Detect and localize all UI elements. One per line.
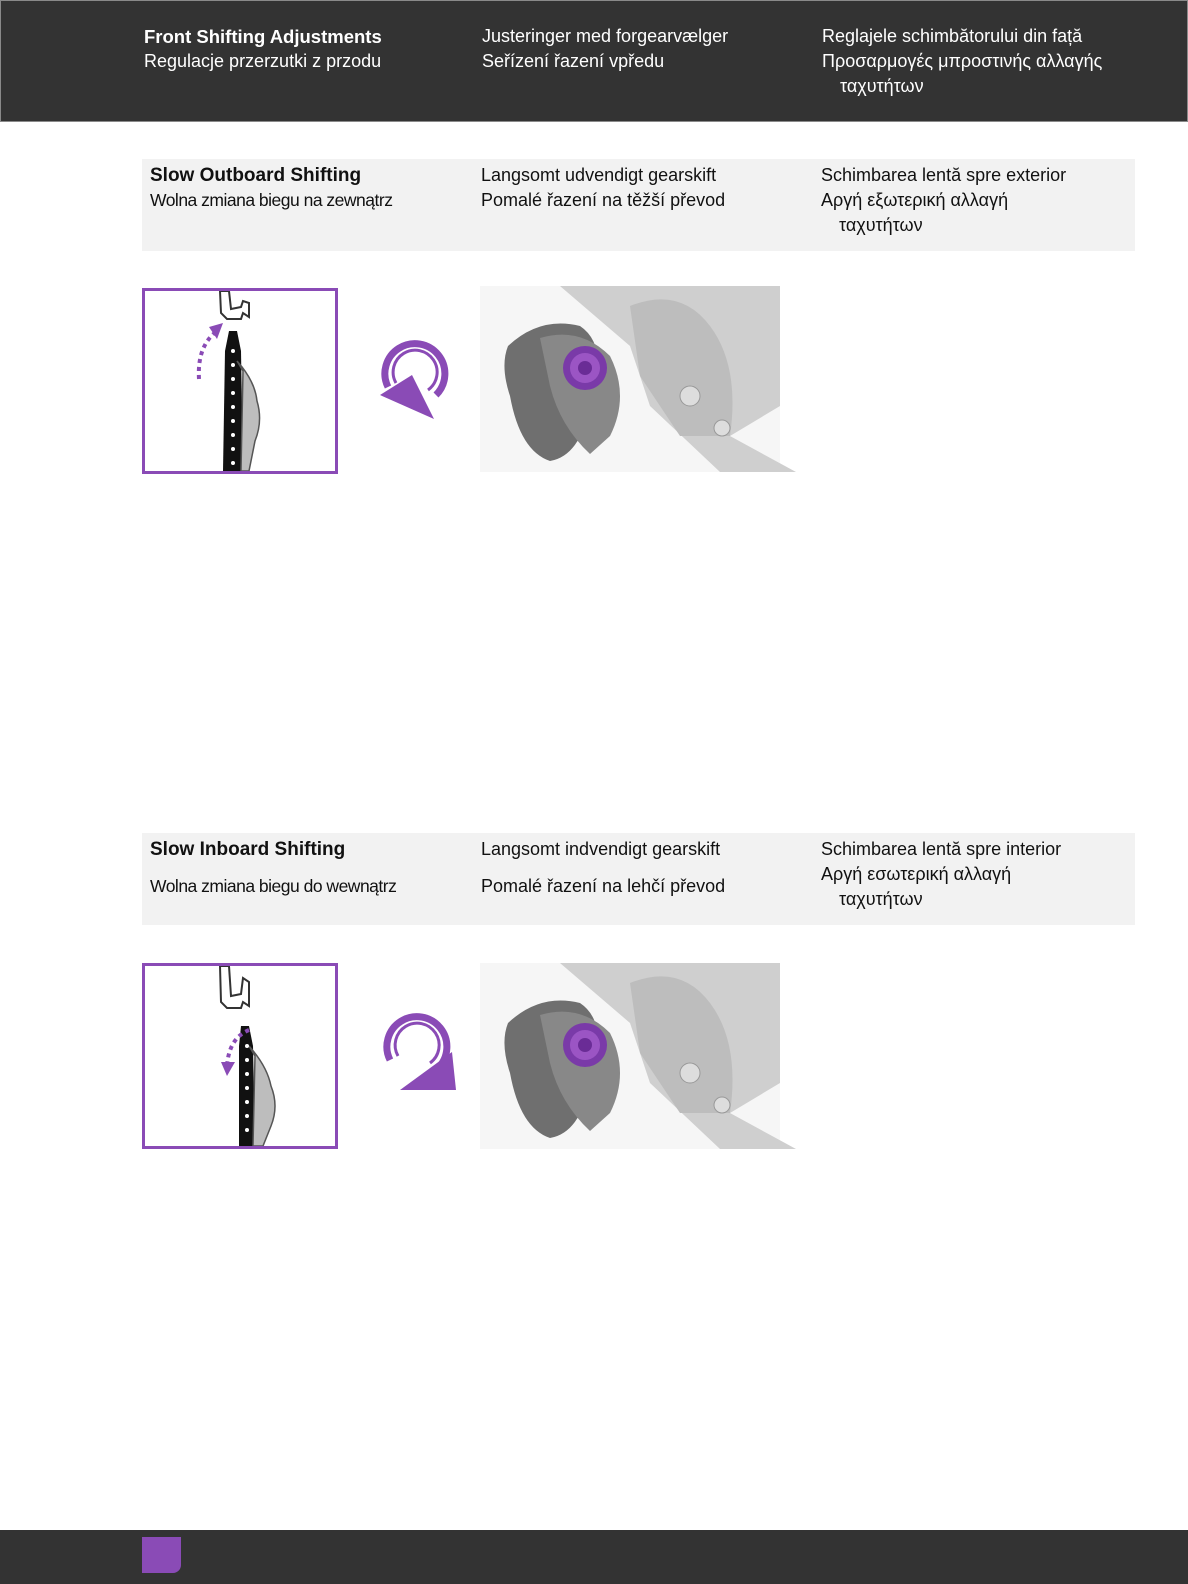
inboard-col-2	[481, 837, 801, 899]
page-title: Front Shifting Adjustments	[144, 26, 382, 47]
outboard-title-ro: Schimbarea lentă spre exterior	[821, 165, 1067, 185]
derailleur-adjust-screw-image	[480, 286, 796, 481]
header-col-3	[822, 24, 1152, 99]
inboard-col-3	[821, 837, 1151, 912]
inboard-title-el: Αργή εσωτερική αλλαγή	[821, 864, 1012, 884]
arrow-up-icon	[209, 323, 223, 339]
clockwise-rotate-icon	[380, 1008, 460, 1103]
header-title-pl: Regulacje przerzutki z przodu	[144, 51, 382, 71]
footer-bar	[0, 1530, 1188, 1584]
header-title-el-cont: ταχυτήτων	[840, 76, 924, 96]
header-title-ro: Reglajele schimbătorului din față	[822, 26, 1083, 46]
clockwise-rotate-icon	[378, 335, 458, 430]
header-bar	[0, 0, 1188, 122]
header-title-da: Justeringer med forgearvælger	[482, 26, 729, 46]
inboard-title-ro: Schimbarea lentă spre interior	[821, 839, 1062, 859]
inboard-title: Slow Inboard Shifting	[150, 839, 346, 860]
page-tab-marker	[142, 1537, 181, 1573]
arrow-down-icon	[221, 1062, 235, 1076]
chainring-diagram-inboard	[142, 963, 338, 1149]
header-col-2	[482, 24, 802, 74]
derailleur-adjust-screw-image	[480, 963, 796, 1158]
chainring-diagram-outboard	[142, 288, 338, 474]
header-title-el: Προσαρμογές μπροστινής αλλαγής	[822, 51, 1103, 71]
outboard-title-cs: Pomalé řazení na těžší převod	[481, 190, 726, 210]
chain-shift-inboard-illustration	[145, 966, 335, 1146]
outboard-heading-band	[142, 159, 1135, 251]
inboard-heading-band	[142, 833, 1135, 925]
header-col-1	[144, 24, 464, 74]
outboard-col-3	[821, 163, 1151, 238]
inboard-col-1	[150, 837, 470, 899]
inboard-title-el-cont: ταχυτήτων	[839, 889, 923, 909]
outboard-title: Slow Outboard Shifting	[150, 165, 362, 186]
outboard-title-el: Αργή εξωτερική αλλαγή	[821, 190, 1009, 210]
outboard-title-da: Langsomt udvendigt gearskift	[481, 165, 717, 185]
outboard-col-1	[150, 163, 470, 213]
outboard-col-2	[481, 163, 801, 213]
outboard-title-el-cont: ταχυτήτων	[839, 215, 923, 235]
header-title-cs: Seřízení řazení vpředu	[482, 51, 665, 71]
chain-shift-outboard-illustration	[145, 291, 335, 471]
inboard-title-da: Langsomt indvendigt gearskift	[481, 839, 721, 859]
inboard-title-pl: Wolna zmiana biegu do wewnątrz	[150, 876, 397, 896]
inboard-title-cs: Pomalé řazení na lehčí převod	[481, 876, 726, 896]
outboard-title-pl: Wolna zmiana biegu na zewnątrz	[150, 190, 393, 210]
